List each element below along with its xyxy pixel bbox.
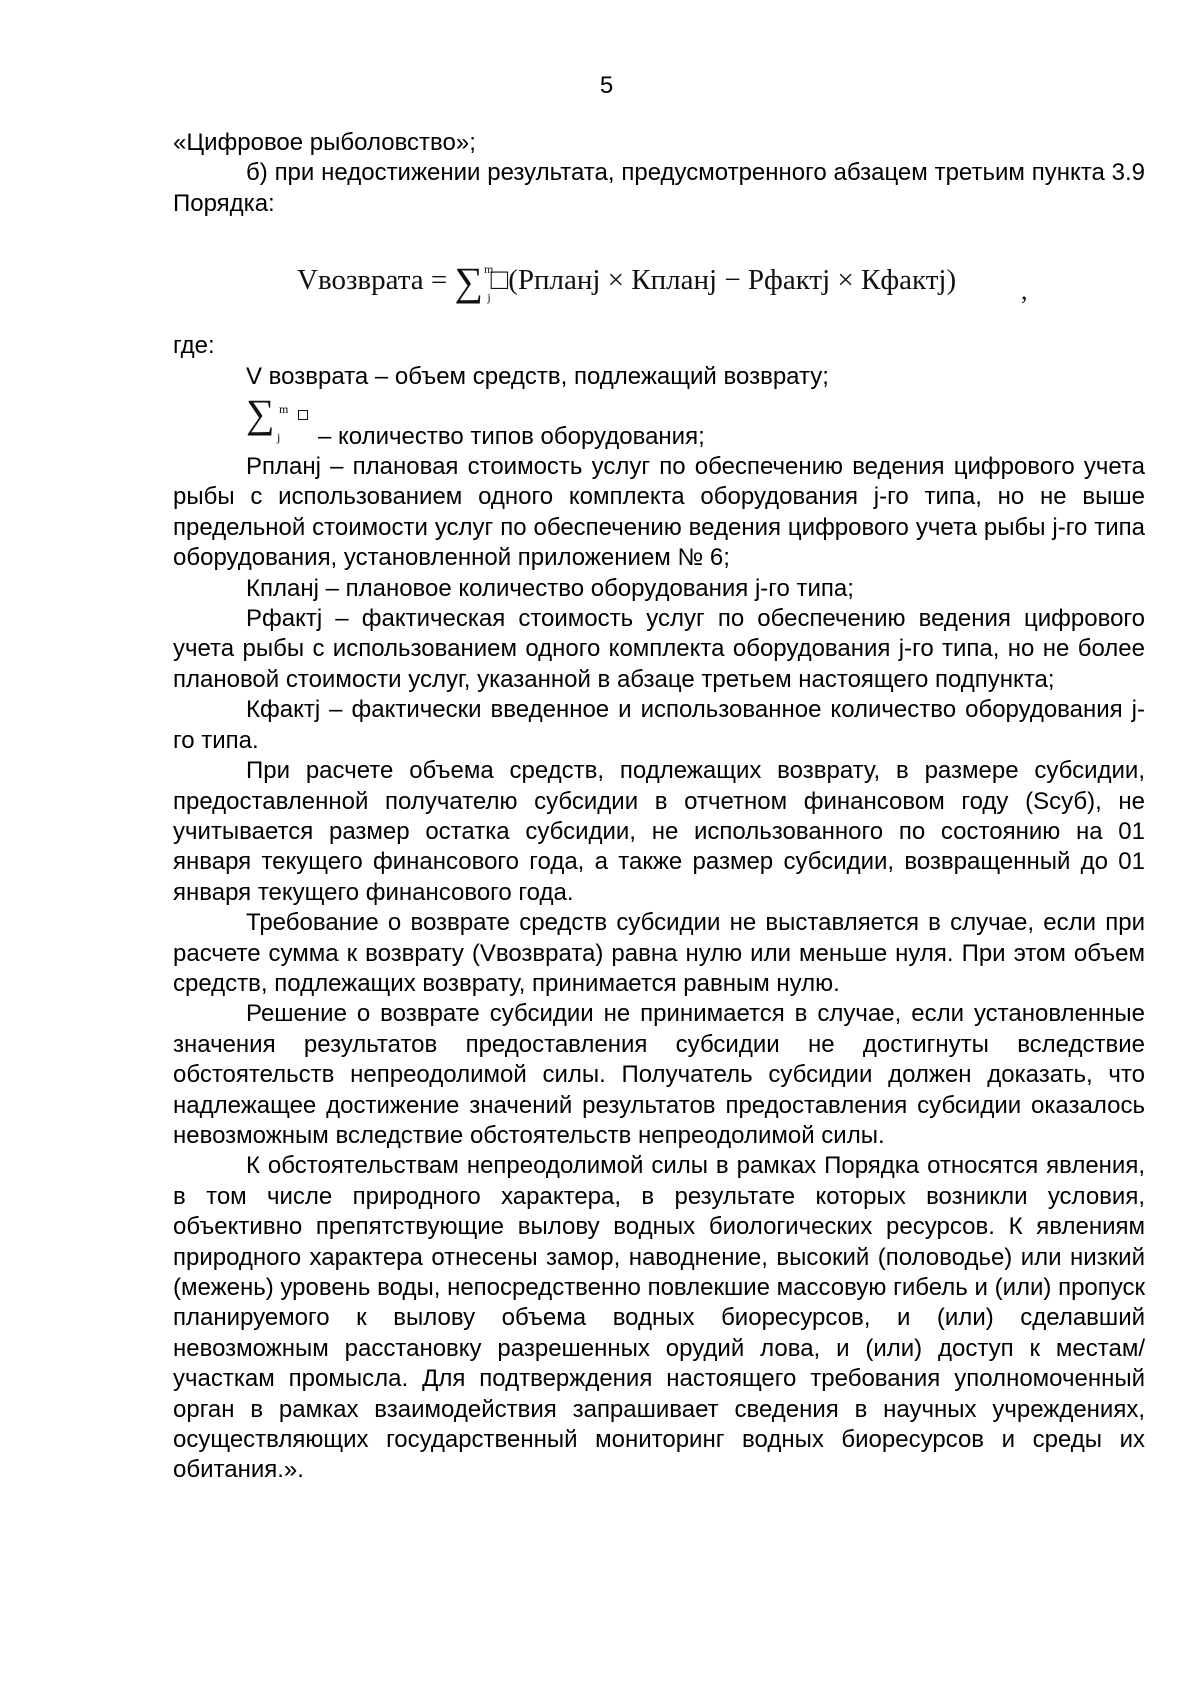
definition-rplan: Рпланj – плановая стоимость услуг по обеспечению ведения цифрового учета рыбы с использованием одного комплекта оборудования j-го типа, но не выше предельной стоимости услуг по обеспечению ведения цифрового учета рыбы j-го типа оборудования, установленной приложением № 6; (173, 453, 1145, 572)
paragraph-calculation: При расчете объема средств, подлежащих возврату, в размере субсидии, предоставленной получателю субсидии в отчетном финансовом году (Sсуб), не учитывается размер остатка субсидии, не использованного по состоянию на 01 января текущего финансового года, а также размер субсидии, возвращенный до 01 января текущего финансового года. (173, 757, 1145, 906)
return-volume-formula (173, 219, 1145, 331)
formula-lhs: Vвозврата (297, 264, 424, 297)
paragraph-force-majeure: К обстоятельствам непреодолимой силы в рамках Порядка относятся явления, в том числе природного характера, в результате которых возникли условия, объективно препятствующие вылову водных биологических ресурсов. К явлениям природного характера отнесены замор, наводнение, высокий (половодье) или низкий (межень) уровень воды, непосредственно повлекшие массовую гибель и (или) пропуск планируемого к вылову объема водных биоресурсов, и (или) сделавший невозможным расстановку разрешенных орудий лова, и (или) доступ к местам/участкам промысла. Для подтверждения настоящего требования уполномоченный орган в рамках взаимодействия запрашивает сведения в научных учреждениях, осуществляющих государственный мониторинг водных биоресурсов и среды их обитания.». (173, 1152, 1145, 1484)
formula-comma: , (1021, 276, 1028, 306)
placeholder-box-icon: □ (490, 264, 509, 297)
definition-rfakt: Рфактj – фактическая стоимость услуг по обеспечению ведения цифрового учета рыбы с использованием одного комплекта оборудования j-го типа, но не более плановой стоимости услуг, указанной в абзаце третьем настоящего подпункта; (173, 605, 1145, 693)
formula-expression (297, 253, 956, 313)
sum-lower-index: j (277, 430, 281, 445)
sum-upper-index: m (279, 402, 289, 417)
sigma-icon: ∑ (454, 259, 483, 305)
document-body (173, 128, 1145, 1486)
formula-body: (Рпланj × Кпланj − Рфактj × Кфактj) (508, 264, 957, 297)
paragraph-subpoint-b: б) при недостижении результата, предусмотренного абзацем третьим пункта 3.9 Порядка: (173, 159, 1145, 217)
definition-kfakt: Кфактj – фактически введенное и использованное количество оборудования j-го типа. (173, 696, 1145, 754)
page-number: 5 (599, 72, 614, 99)
paragraph-where: где: (173, 332, 215, 360)
formula-equals: = (430, 264, 448, 297)
paragraph-decision: Решение о возврате субсидии не принимается в случае, если установленные значения результатов предоставления субсидии не достигнуты вследствие обстоятельств непреодолимой силы. Получатель субсидии должен доказать, что надлежащее достижение значений результатов предоставления субсидии оказалось невозможным вследствие обстоятельств непреодолимой силы. (173, 1000, 1145, 1149)
definition-kplan: Кпланj – плановое количество оборудования j-го типа; (246, 574, 854, 602)
placeholder-box-icon (298, 410, 308, 420)
formula-sigma-lower: j (487, 290, 491, 305)
sigma-icon: ∑ (246, 391, 275, 437)
definition-sum-symbol (173, 392, 1145, 452)
formula-sigma-upper: m (483, 262, 494, 277)
definition-v-return: V возврата – объем средств, подлежащий возврату; (246, 362, 829, 390)
definition-equipment-types: – количество типов оборудования; (318, 423, 705, 451)
paragraph-digital-fishing: «Цифровое рыболовство»; (173, 129, 476, 156)
paragraph-requirement: Требование о возврате средств субсидии не выставляется в случае, если при расчете сумма к возврату (Vвозврата) равна нулю или меньше нуля. При этом объем средств, подлежащих возврату, принимается равным нулю. (173, 909, 1145, 997)
